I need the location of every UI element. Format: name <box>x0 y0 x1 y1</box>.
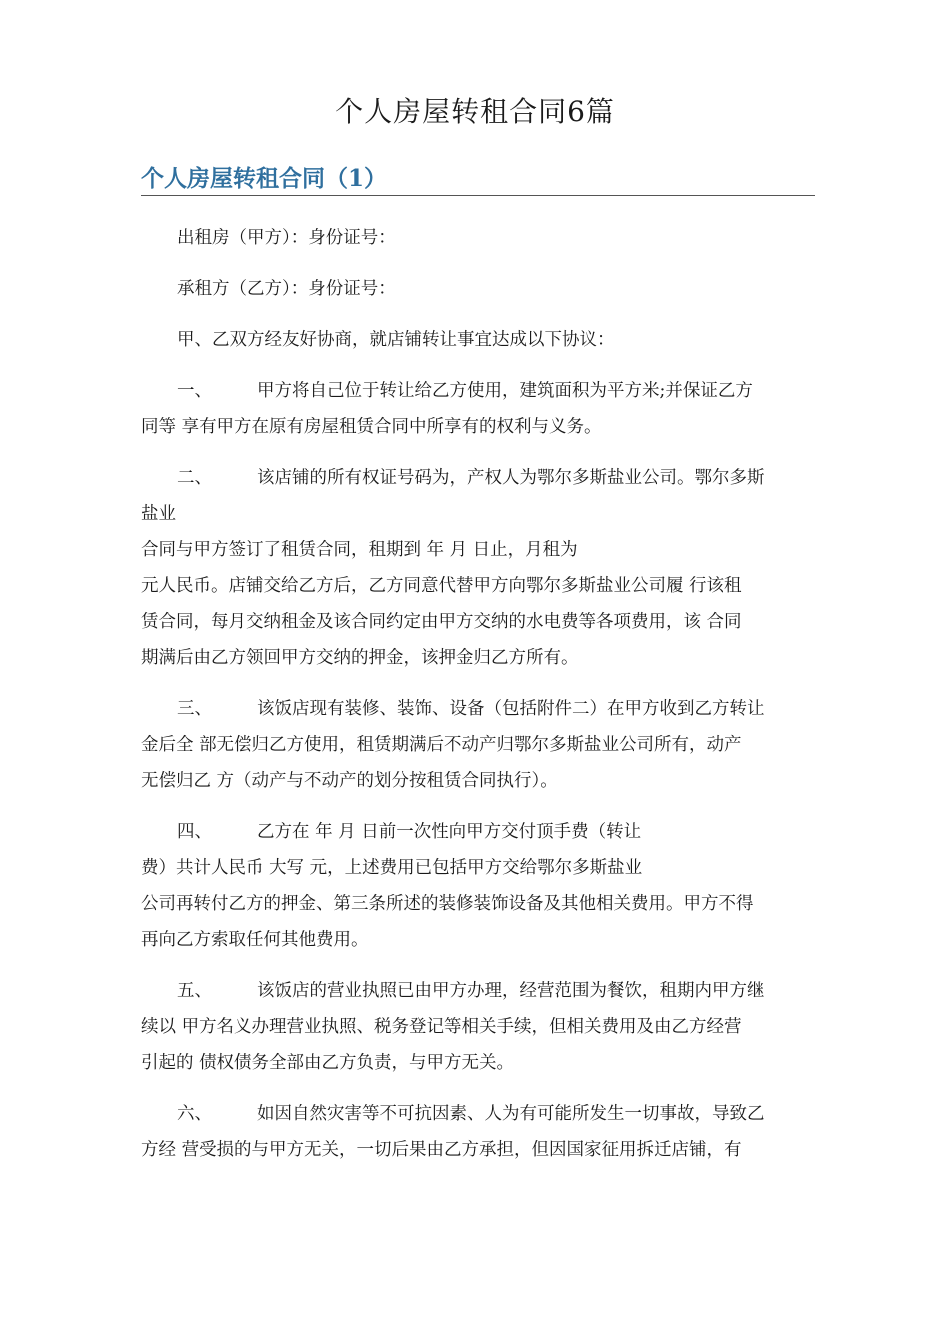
clause-text: 甲方将自己位于转让给乙方使用，建筑面积为平方米;并保证乙方 <box>257 381 753 401</box>
document-title: 个人房屋转租合同6篇 <box>335 95 615 128</box>
clause-text: 盐业 <box>141 504 176 524</box>
clause-text: 该店铺的所有权证号码为，产权人为鄂尔多斯盐业公司。鄂尔多斯 <box>257 468 765 488</box>
clause-number: 四、 <box>177 822 212 842</box>
clause-text: 乙方在 年 月 日前一次性向甲方交付顶手费（转让 <box>257 822 642 842</box>
clause-text: 续以 甲方名义办理营业执照、税务登记等相关手续，但相关费用及由乙方经营 <box>141 1017 742 1037</box>
clause-text: 该饭店的营业执照已由甲方办理，经营范围为餐饮，租期内甲方继 <box>257 981 765 1001</box>
clause-text: 同等 享有甲方在原有房屋租赁合同中所享有的权利与义务。 <box>141 417 602 437</box>
clause-text: 再向乙方索取任何其他费用。 <box>141 930 369 950</box>
clause-text: 元人民币。店铺交给乙方后，乙方同意代替甲方向鄂尔多斯盐业公司履 行该租 <box>141 576 742 596</box>
clause-3 <box>141 691 815 799</box>
clause-text: 费）共计人民币 大写 元，上述费用已包括甲方交给鄂尔多斯盐业 <box>141 858 643 878</box>
clause-2 <box>141 460 815 676</box>
clause-number: 三、 <box>177 699 212 719</box>
clause-5 <box>141 973 815 1081</box>
clause-text: 金后全 部无偿归乙方使用，租赁期满后不动产归鄂尔多斯盐业公司所有，动产 <box>141 735 742 755</box>
clause-number: 二、 <box>177 468 212 488</box>
clause-text: 公司再转付乙方的押金、第三条所述的装修装饰设备及其他相关费用。甲方不得 <box>141 894 754 914</box>
preamble-line: 甲、乙双方经友好协商，就店铺转让事宜达成以下协议： <box>177 330 615 350</box>
clause-text: 引起的 债权债务全部由乙方负责，与甲方无关。 <box>141 1053 515 1073</box>
clause-text: 期满后由乙方领回甲方交纳的押金，该押金归乙方所有。 <box>141 648 579 668</box>
clause-1 <box>141 373 815 445</box>
clause-number: 五、 <box>177 981 212 1001</box>
clause-number: 一、 <box>177 381 212 401</box>
contract-body <box>141 220 815 1168</box>
section-heading: 个人房屋转租合同（1） <box>141 163 815 196</box>
party-a-line: 出租房（甲方）：身份证号： <box>177 228 396 248</box>
clause-text: 方经 营受损的与甲方无关，一切后果由乙方承担，但因国家征用拆迁店铺，有 <box>141 1140 742 1160</box>
clause-4 <box>141 814 815 958</box>
clause-text: 该饭店现有装修、装饰、设备（包括附件二）在甲方收到乙方转让 <box>257 699 765 719</box>
clause-6 <box>141 1096 815 1168</box>
clause-number: 六、 <box>177 1104 212 1124</box>
clause-text: 如因自然灾害等不可抗因素、人为有可能所发生一切事故，导致乙 <box>257 1104 765 1124</box>
clause-text: 赁合同，每月交纳租金及该合同约定由甲方交纳的水电费等各项费用，该 合同 <box>141 612 742 632</box>
clause-text: 无偿归乙 方（动产与不动产的划分按租赁合同执行）。 <box>141 771 558 791</box>
party-b-line: 承租方（乙方）：身份证号： <box>177 279 396 299</box>
clause-text: 合同与甲方签订了租赁合同，租期到 年 月 日止，月租为 <box>141 540 578 560</box>
